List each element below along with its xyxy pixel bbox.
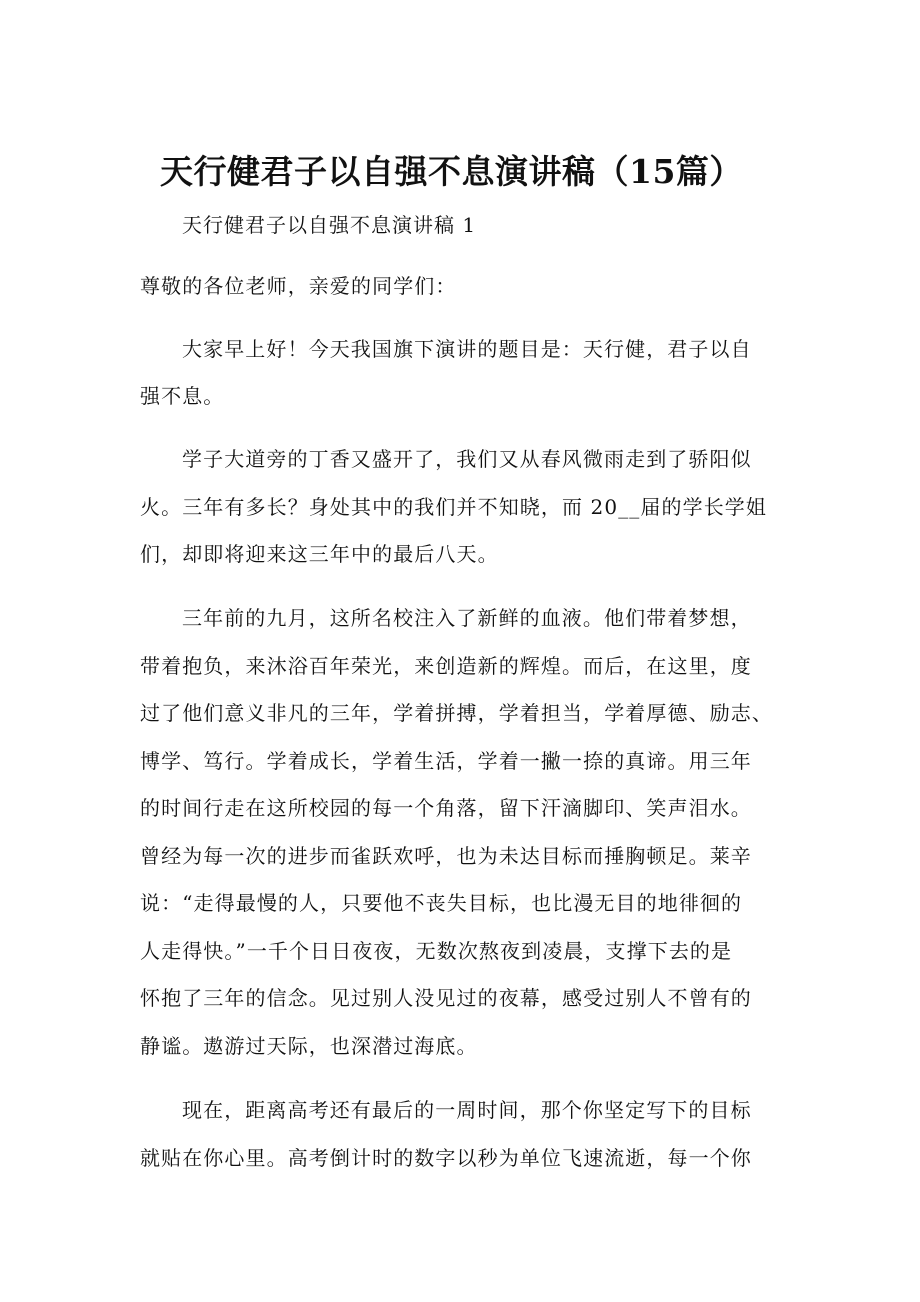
paragraph-line: 们，却即将迎来这三年中的最后八天。: [140, 542, 499, 566]
paragraph-line: 的时间行走在这所校园的每一个角落，留下汗滴脚印、笑声泪水。: [140, 796, 752, 820]
paragraph-line: 强不息。: [140, 384, 225, 408]
paragraph-line: 大家早上好！今天我国旗下演讲的题目是：天行健，君子以自: [182, 337, 752, 361]
paragraph-line: 三年前的九月，这所名校注入了新鲜的血液。他们带着梦想，: [182, 606, 752, 630]
section-heading: 天行健君子以自强不息演讲稿 1: [182, 213, 477, 237]
paragraph-line: 火。三年有多长？身处其中的我们并不知晓，而 20__届的学长学姐: [140, 495, 768, 519]
paragraph-line: 说：“走得最慢的人，只要他不丧失目标，也比漫无目的地徘徊的: [140, 891, 743, 915]
paragraph-line: 现在，距离高考还有最后的一周时间，那个你坚定写下的目标: [182, 1098, 752, 1122]
paragraph-line: 曾经为每一次的进步而雀跃欢呼，也为未达目标而捶胸顿足。莱辛: [140, 844, 752, 868]
salutation-line: 尊敬的各位老师，亲爱的同学们：: [140, 274, 457, 298]
paragraph-line: 学子大道旁的丁香又盛开了，我们又从春风微雨走到了骄阳似: [182, 447, 752, 471]
paragraph-line: 过了他们意义非凡的三年，学着拼搏，学着担当，学着厚德、励志、: [140, 701, 773, 725]
paragraph-line: 就贴在你心里。高考倒计时的数字以秒为单位飞速流逝，每一个你: [140, 1146, 752, 1170]
paragraph-line: 静谧。遨游过天际，也深潜过海底。: [140, 1034, 478, 1058]
paragraph-line: 怀抱了三年的信念。见过别人没见过的夜幕，感受过别人不曾有的: [140, 986, 752, 1010]
paragraph-line: 人走得快。”一千个日日夜夜，无数次熬夜到凌晨，支撑下去的是: [140, 939, 733, 963]
document-title: 天行健君子以自强不息演讲稿（15篇）: [160, 152, 743, 191]
paragraph-line: 带着抱负，来沐浴百年荣光，来创造新的辉煌。而后，在这里，度: [140, 654, 752, 678]
paragraph-line: 博学、笃行。学着成长，学着生活，学着一撇一捺的真谛。用三年: [140, 749, 752, 773]
